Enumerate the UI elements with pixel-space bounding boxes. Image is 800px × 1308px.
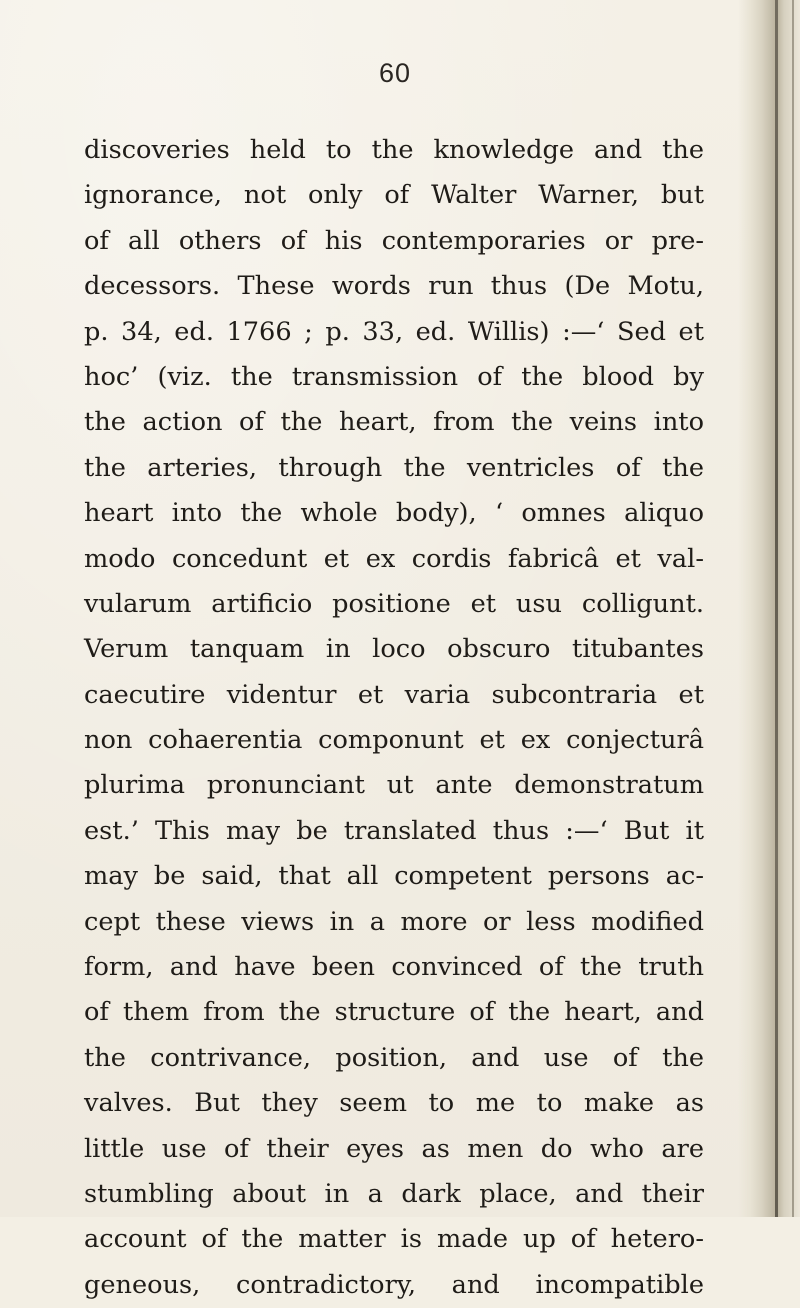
text-line: form, and have been convinced of the truth (84, 952, 704, 983)
text-line: Verum tanquam in loco obscuro titubantes (84, 634, 704, 665)
text-line: may be said, that all competent persons ac- (84, 861, 704, 892)
text-line: geneous, contradictory, and incompatible (84, 1269, 704, 1300)
text-line: the contrivance, position, and use of the (84, 1042, 704, 1073)
text-line: non cohaerentia componunt et ex conjecturâ (84, 725, 704, 756)
text-line: little use of their eyes as men do who are (84, 1133, 704, 1164)
text-line: caecutire videntur et varia subcontraria et (84, 679, 704, 710)
text-line: valves. But they seem to me to make as (84, 1088, 704, 1119)
page-edge-line (792, 0, 794, 1217)
text-line: plurima pronunciant ut ante demonstratum (84, 770, 704, 801)
text-line: p. 34, ed. 1766 ; p. 33, ed. Willis) :—‘ Sed et (84, 316, 704, 347)
page-number: 60 (378, 58, 412, 88)
text-line: account of the matter is made up of hetero- (84, 1224, 704, 1255)
text-line: stumbling about in a dark place, and their (84, 1178, 704, 1209)
text-line: discoveries held to the knowledge and the (84, 135, 704, 165)
text-line: decessors. These words run thus (De Motu, (84, 271, 704, 302)
text-line: heart into the whole body), ‘ omnes aliquo (84, 498, 704, 529)
text-line: the arteries, through the ventricles of the (84, 452, 704, 483)
text-line: ignorance, not only of Walter Warner, but (84, 180, 704, 211)
text-line: of them from the structure of the heart, and (84, 997, 704, 1028)
text-line: cept these views in a more or less modified (84, 906, 704, 937)
page-edge-line (775, 0, 778, 1217)
body-text (84, 128, 704, 1308)
page-gutter-shadow (738, 0, 800, 1217)
text-line: hoc’ (viz. the transmission of the blood by (84, 361, 704, 392)
text-line: modo concedunt et ex cordis fabricâ et val- (84, 543, 704, 574)
text-line: of all others of his contemporaries or pre- (84, 225, 704, 256)
text-line: vularum artificio positione et usu colligunt. (84, 588, 704, 619)
text-line: the action of the heart, from the veins into (84, 407, 704, 438)
text-line: est.’ This may be translated thus :—‘ But it (84, 815, 704, 846)
